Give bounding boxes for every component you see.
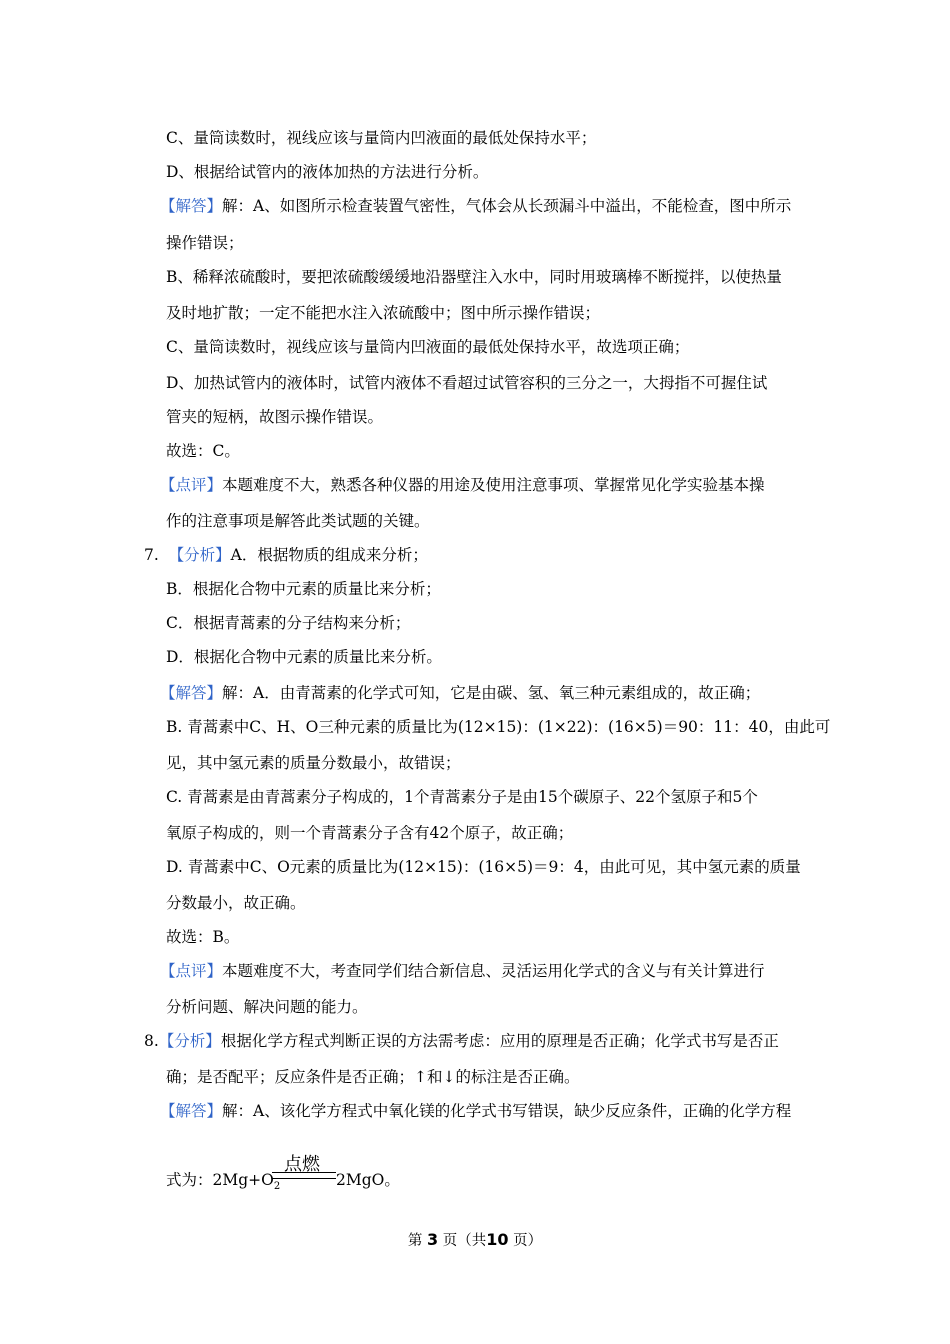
line-9	[166, 407, 383, 427]
section-tag: 【解答】	[160, 684, 223, 702]
total-pages: 10	[486, 1230, 509, 1249]
line-text: C、量筒读数时，视线应该与量筒内凹液面的最低处保持水平；	[166, 129, 597, 147]
line-10	[166, 441, 240, 461]
line-text: 解：A、该化学方程式中氧化镁的化学式书写错误，缺少反应条件，正确的化学方程	[222, 1102, 792, 1120]
line-text: 作的注意事项是解答此类试题的关键。	[166, 512, 430, 530]
reaction-condition: 点燃	[284, 1154, 320, 1175]
line-text: 见，其中氢元素的质量分数最小，故错误；	[166, 754, 461, 772]
section-tag: 【解答】	[160, 197, 223, 215]
line-23	[166, 893, 306, 913]
line-5	[166, 267, 782, 287]
line-text: B. 青蒿素中C、H、O三种元素的质量比为(12×15)：(1×22)：(16×5)＝90：11：40，由此可	[166, 718, 831, 736]
line-2	[166, 162, 488, 182]
footer-text: 第	[407, 1233, 423, 1249]
line-text: B．根据化合物中元素的质量比来分析；	[166, 580, 441, 598]
line-1	[166, 128, 596, 148]
line-text: 及时地扩散；一定不能把水注入浓硫酸中；图中所示操作错误；	[166, 304, 601, 322]
line-4	[166, 233, 244, 253]
line-text: D、根据给试管内的液体加热的方法进行分析。	[166, 163, 489, 181]
line-text: 解：A．由青蒿素的化学式可知，它是由碳、氢、氧三种元素组成的，故正确；	[222, 684, 761, 702]
line-text: C、量筒读数时，视线应该与量筒内凹液面的最低处保持水平，故选项正确；	[166, 338, 690, 356]
question-number: 7.	[144, 546, 159, 564]
equation-equals-bar	[272, 1172, 336, 1179]
line-text: 管夹的短柄，故图示操作错误。	[166, 408, 384, 426]
page-footer	[0, 1230, 950, 1251]
line-text: B、稀释浓硫酸时，要把浓硫酸缓缓地沿器壁注入水中，同时用玻璃棒不断搅拌，以使热量	[166, 268, 782, 286]
page-number: 3	[426, 1230, 439, 1249]
line-21	[166, 823, 573, 843]
footer-text: 页）	[513, 1233, 543, 1249]
line-text: 氧原子构成的，则一个青蒿素分子含有42个原子，故正确；	[166, 824, 574, 842]
section-tag: 【点评】	[160, 962, 223, 980]
line-text: 分析问题、解决问题的能力。	[166, 998, 368, 1016]
line-13	[144, 545, 428, 565]
line-text: A．根据物质的组成来分析；	[230, 546, 428, 564]
footer-text: 页（共	[442, 1233, 487, 1249]
line-29	[160, 1101, 791, 1121]
equation-reactants	[166, 1168, 280, 1192]
line-text: D．根据化合物中元素的质量比来分析。	[166, 648, 442, 666]
line-7	[166, 337, 689, 357]
line-text: 解：A、如图所示检查装置气密性，气体会从长颈漏斗中溢出，不能检查，图中所示	[222, 197, 792, 215]
section-tag: 【分析】	[168, 546, 231, 564]
equation-product: 2MgO。	[336, 1171, 400, 1189]
line-text: 确；是否配平；反应条件是否正确；↑和↓的标注是否正确。	[166, 1068, 580, 1086]
line-3	[160, 196, 791, 216]
line-text: 故选：C。	[166, 442, 240, 460]
line-text: C. 青蒿素是由青蒿素分子构成的，1个青蒿素分子是由15个碳原子、22个氢原子和5个	[166, 788, 758, 806]
line-text: 操作错误；	[166, 234, 244, 252]
line-8	[166, 373, 767, 393]
line-text: 故选：B。	[166, 928, 240, 946]
section-tag: 【分析】	[158, 1032, 221, 1050]
line-text: 本题难度不大，考查同学们结合新信息、灵活运用化学式的含义与有关计算进行	[222, 962, 765, 980]
line-text: D、加热试管内的液体时，试管内液体不看超过试管容积的三分之一，大拇指不可握住试	[166, 374, 768, 392]
line-text: D. 青蒿素中C、O元素的质量比为(12×15)：(16×5)＝9：4，由此可见，其中氢元素的质量	[166, 858, 801, 876]
line-text: C．根据青蒿素的分子结构来分析；	[166, 614, 411, 632]
line-text: 本题难度不大，熟悉各种仪器的用途及使用注意事项、掌握常见化学实验基本操	[222, 476, 765, 494]
line-text: 分数最小，故正确。	[166, 894, 306, 912]
line-15	[166, 613, 410, 633]
equation-subscript: 2	[273, 1181, 281, 1193]
line-27	[144, 1031, 779, 1051]
line-16	[166, 647, 442, 667]
question-number: 8.	[144, 1032, 159, 1050]
line-6	[166, 303, 600, 323]
line-20	[166, 787, 758, 807]
equation-prefix: 式为：2Mg+O	[166, 1171, 274, 1189]
section-tag: 【解答】	[160, 1102, 223, 1120]
line-18	[166, 717, 830, 737]
line-19	[166, 753, 461, 773]
section-tag: 【点评】	[160, 476, 223, 494]
line-28	[166, 1067, 579, 1087]
line-24	[166, 927, 239, 947]
line-14	[166, 579, 441, 599]
line-17	[160, 683, 760, 703]
line-22	[166, 857, 801, 877]
line-26	[166, 997, 368, 1017]
chemical-equation	[166, 1150, 426, 1193]
line-25	[160, 961, 765, 981]
line-text: 根据化学方程式判断正误的方法需考虑：应用的原理是否正确；化学式书写是否正	[220, 1032, 779, 1050]
line-11	[160, 475, 765, 495]
line-12	[166, 511, 430, 531]
